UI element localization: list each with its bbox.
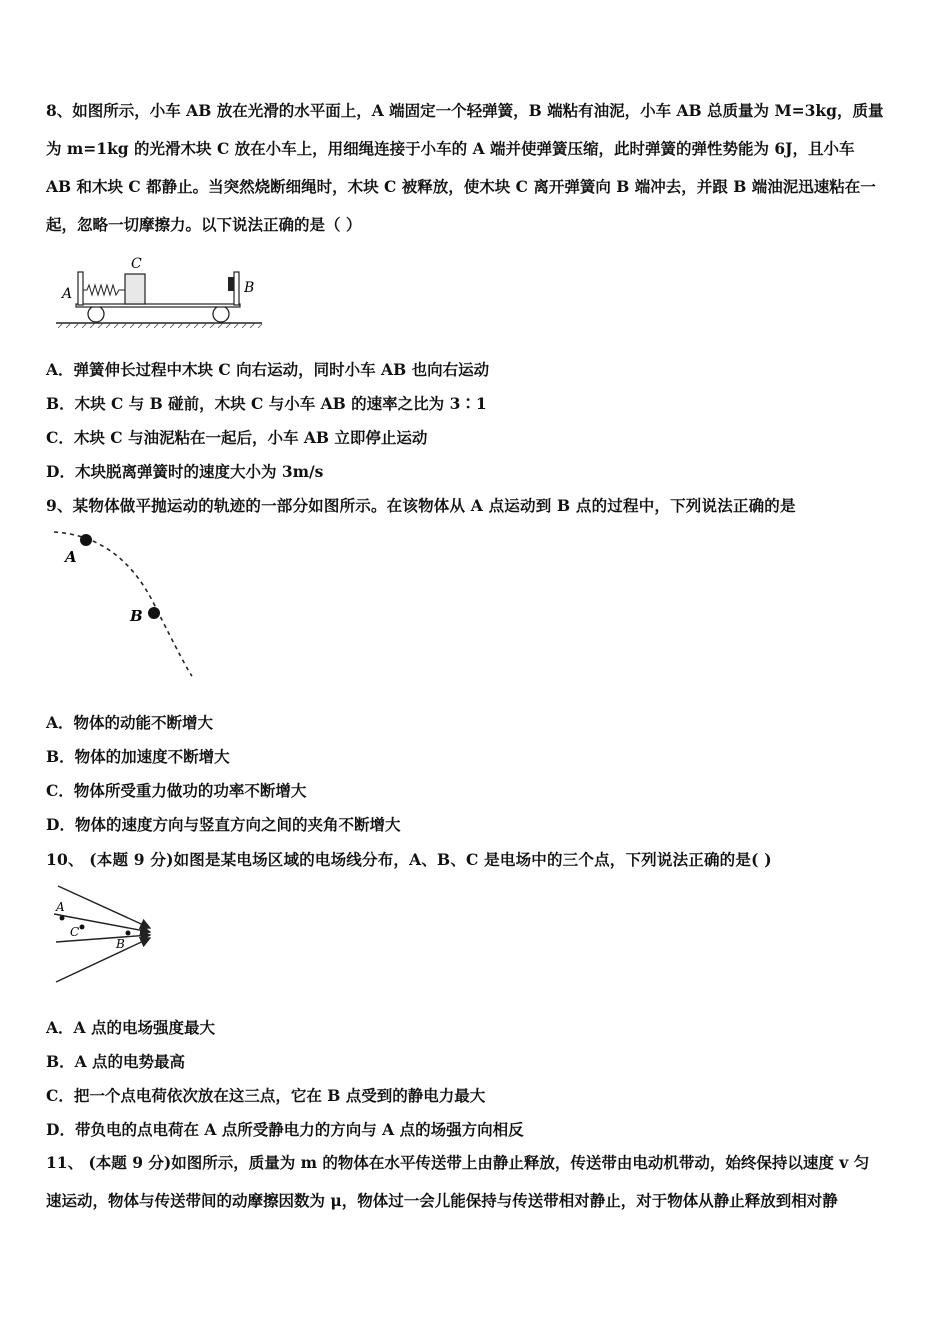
q9-stem: 9、某物体做平抛运动的轨迹的一部分如图所示。在该物体从 A 点运动到 B 点的过程中，下列说法正确的是 (46, 496, 796, 515)
putty (228, 277, 234, 291)
field-line-2 (54, 914, 150, 932)
q10-field-lines-figure (50, 878, 162, 990)
q8-stem-line-1: 8、如图所示，小车 AB 放在光滑的水平面上，A 端固定一个轻弹簧，B 端粘有油泥，小车 AB 总质量为 M=3kg，质量 (46, 101, 884, 120)
q9-option-d: D．物体的速度方向与竖直方向之间的夹角不断增大 (46, 815, 401, 834)
q8-stem-line-2: 为 m=1kg 的光滑木块 C 放在小车上，用细绳连接于小车的 A 端并使弹簧压缩，此时弹簧的弹性势能为 6J，且小车 (46, 139, 855, 158)
point-b (148, 607, 160, 619)
q11-stem-line-2: 速运动，物体与传送带间的动摩擦因数为 μ，物体过一会儿能保持与传送带相对静止，对于物体从静止释放到相对静 (46, 1191, 838, 1210)
field-line-1 (58, 886, 150, 928)
q10-option-c: C．把一个点电荷依次放在这三点，它在 B 点受到的静电力最大 (46, 1086, 486, 1105)
q11-stem-line-1: 11、 (本题 9 分)如图所示，质量为 m 的物体在水平传送带上由静止释放，传送带由电动机带动，始终保持以速度 v 匀 (46, 1153, 870, 1172)
label-a: A (65, 548, 77, 566)
cart-board (76, 304, 240, 307)
q10-option-d: D．带负电的点电荷在 A 点所受静电力的方向与 A 点的场强方向相反 (46, 1120, 524, 1139)
label-b: B (116, 937, 125, 951)
block-c (125, 274, 145, 304)
field-line-4 (56, 938, 150, 982)
point-b (126, 931, 131, 936)
q8-option-c: C．木块 C 与油泥粘在一起后，小车 AB 立即停止运动 (46, 428, 428, 447)
label-b: B (130, 607, 143, 625)
q8-option-a: A．弹簧伸长过程中木块 C 向右运动，同时小车 AB 也向右运动 (46, 360, 490, 379)
label-a: A (62, 286, 73, 302)
q9-option-b: B．物体的加速度不断增大 (46, 747, 230, 766)
left-wheel (88, 306, 104, 322)
point-a (80, 534, 92, 546)
q10-option-b: B．A 点的电势最高 (46, 1052, 186, 1071)
q9-trajectory-figure (50, 526, 200, 680)
point-a (60, 916, 65, 921)
q8-cart-figure (54, 252, 269, 330)
q11-stem (46, 1144, 906, 1220)
cart-end-b (234, 272, 239, 305)
label-b: B (244, 280, 255, 296)
label-c: C (70, 925, 80, 939)
q10-stem: 10、 (本题 9 分)如图是某电场区域的电场线分布，A、B、C 是电场中的三个点，下列说法正确的是( ) (46, 850, 772, 869)
right-wheel (213, 306, 229, 322)
point-c (80, 925, 85, 930)
cart-end-a (78, 272, 83, 305)
q10-option-a: A．A 点的电场强度最大 (46, 1018, 215, 1037)
q9-option-c: C．物体所受重力做功的功率不断增大 (46, 781, 307, 800)
spring (83, 285, 125, 295)
q9-option-a: A．物体的动能不断增大 (46, 713, 214, 732)
q8-option-d: D．木块脱离弹簧时的速度大小为 3m/s (46, 462, 324, 481)
label-c: C (131, 256, 142, 272)
q8-stem (46, 92, 906, 244)
q8-option-b: B．木块 C 与 B 碰前，木块 C 与小车 AB 的速率之比为 3∶1 (46, 394, 487, 413)
q8-stem-line-3: AB 和木块 C 都静止。当突然烧断细绳时，木块 C 被释放，使木块 C 离开弹簧向 B 端冲去，并跟 B 端油泥迅速粘在一 (46, 177, 876, 196)
label-a: A (56, 900, 65, 914)
q8-stem-line-4: 起，忽略一切摩擦力。以下说法正确的是（ ） (46, 215, 362, 234)
